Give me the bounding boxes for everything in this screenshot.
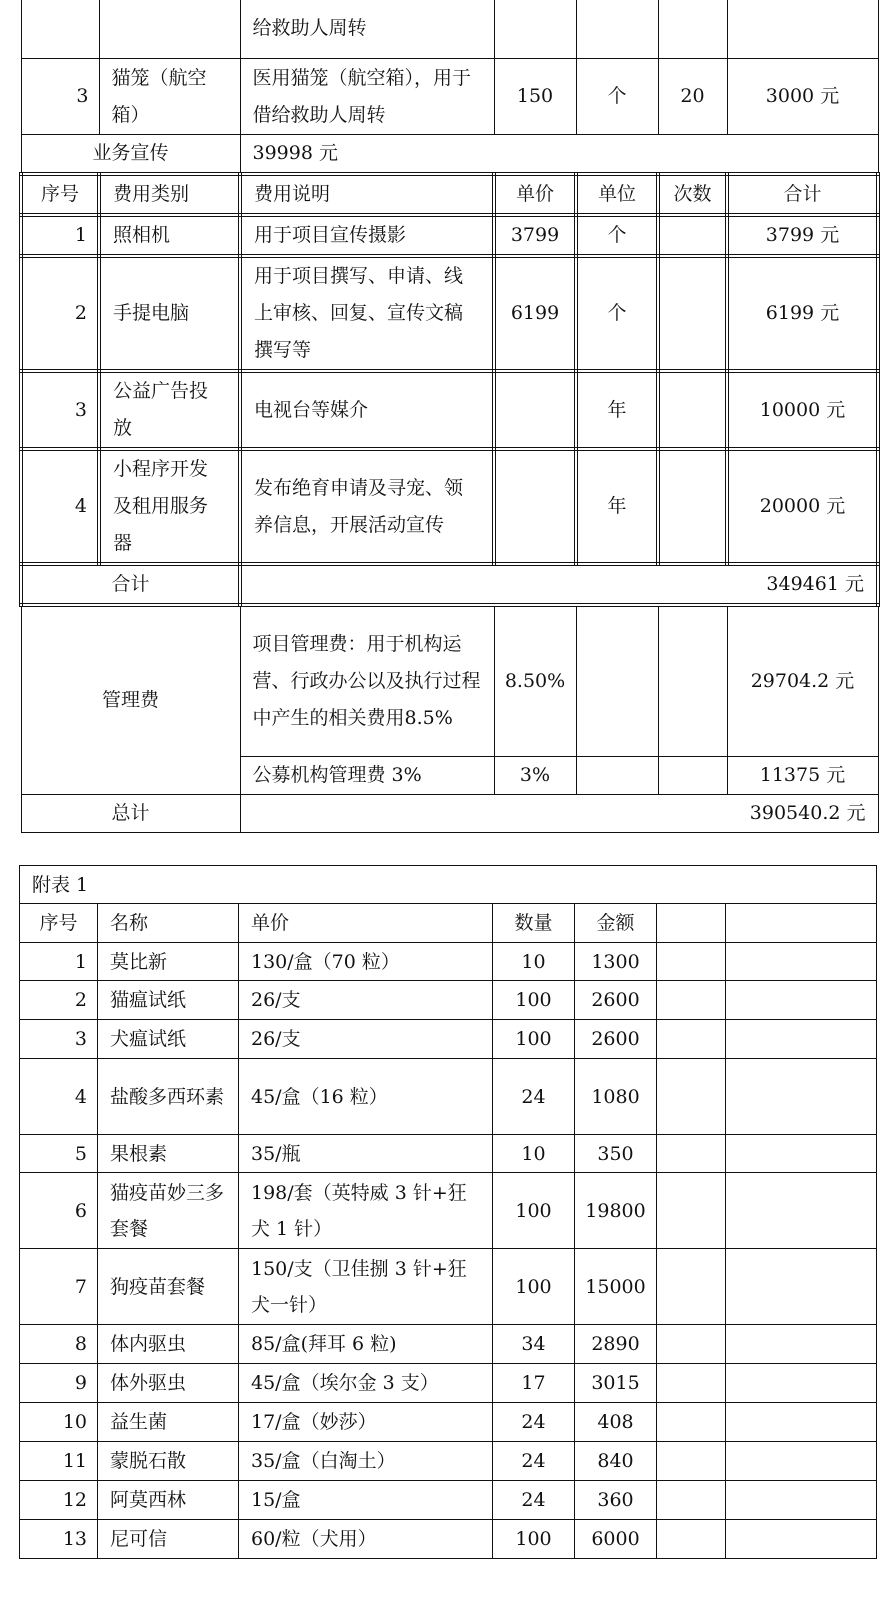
unit: 个	[576, 256, 658, 371]
empty-cell	[657, 1135, 726, 1173]
unit: 年	[576, 371, 658, 449]
expense-category: 公益广告投放	[99, 371, 240, 449]
expense-category: 手提电脑	[99, 256, 240, 371]
item-price: 150/支（卫佳捌 3 针+狂犬一针）	[239, 1249, 493, 1325]
grand-total-label: 总计	[21, 794, 240, 832]
row-no	[21, 0, 99, 59]
expense-description: 给救助人周转	[240, 0, 494, 59]
mgmt-description: 项目管理费：用于机构运营、行政办公以及执行过程中产生的相关费用8.5%	[240, 605, 494, 756]
header-cell: 费用类别	[99, 174, 240, 215]
item-price: 45/盒（16 粒）	[239, 1059, 493, 1135]
row-no: 1	[20, 943, 98, 981]
subtotal-amount: 349461 元	[240, 564, 878, 605]
unit-price: 6199	[494, 256, 576, 371]
row-total: 3000 元	[727, 59, 878, 135]
row-no: 3	[21, 59, 99, 135]
empty-cell	[657, 1325, 726, 1364]
unit-price: 3799	[494, 215, 576, 256]
times	[658, 0, 727, 59]
empty-cell	[726, 1249, 877, 1325]
times	[658, 256, 727, 371]
item-qty: 10	[493, 1135, 575, 1173]
header-cell: 单位	[576, 174, 658, 215]
unit-price	[494, 449, 576, 564]
item-amount: 3015	[575, 1364, 657, 1403]
mgmt-total: 11375 元	[727, 756, 878, 794]
row-no: 4	[21, 449, 99, 564]
expense-category: 猫笼（航空箱）	[99, 59, 240, 135]
empty-cell	[657, 981, 726, 1020]
unit: 个	[576, 59, 658, 135]
empty-cell	[726, 1059, 877, 1135]
subtotal-label: 合计	[21, 564, 240, 605]
empty-cell	[657, 1481, 726, 1520]
header-row	[20, 904, 877, 943]
header-cell: 次数	[658, 174, 727, 215]
expense-description: 用于项目宣传摄影	[240, 215, 494, 256]
times: 20	[658, 59, 727, 135]
item-name: 猫瘟试纸	[98, 981, 239, 1020]
appendix-title-row	[20, 866, 877, 904]
table-row	[20, 1364, 877, 1403]
row-total: 20000 元	[727, 449, 878, 564]
empty-cell	[657, 1403, 726, 1442]
empty-cell	[657, 1520, 726, 1559]
item-name: 体内驱虫	[98, 1325, 239, 1364]
row-no: 13	[20, 1520, 98, 1559]
item-qty: 24	[493, 1442, 575, 1481]
empty-cell	[726, 981, 877, 1020]
row-no: 3	[21, 371, 99, 449]
row-total: 6199 元	[727, 256, 878, 371]
expense-description: 用于项目撰写、申请、线上审核、回复、宣传文稿撰写等	[240, 256, 494, 371]
item-amount: 6000	[575, 1520, 657, 1559]
row-no: 9	[20, 1364, 98, 1403]
item-price: 17/盒（妙莎）	[239, 1403, 493, 1442]
item-name: 蒙脱石散	[98, 1442, 239, 1481]
item-amount: 840	[575, 1442, 657, 1481]
item-name: 猫疫苗妙三多套餐	[98, 1173, 239, 1249]
table-row	[20, 1059, 877, 1135]
table-row	[20, 981, 877, 1020]
table-row	[21, 371, 878, 449]
item-amount: 2600	[575, 1020, 657, 1059]
item-name: 盐酸多西环素	[98, 1059, 239, 1135]
item-name: 尼可信	[98, 1520, 239, 1559]
times	[658, 371, 727, 449]
mgmt-rate: 8.50%	[494, 605, 576, 756]
table-row	[21, 59, 878, 135]
item-amount: 19800	[575, 1173, 657, 1249]
mgmt-row	[21, 605, 878, 756]
item-amount: 2890	[575, 1325, 657, 1364]
empty-cell	[726, 1403, 877, 1442]
header-cell: 合计	[727, 174, 878, 215]
header-cell: 金额	[575, 904, 657, 943]
table-row	[20, 1173, 877, 1249]
grand-total-amount: 390540.2 元	[240, 794, 878, 832]
item-qty: 24	[493, 1481, 575, 1520]
item-price: 26/支	[239, 1020, 493, 1059]
table-row	[20, 1442, 877, 1481]
mgmt-rate: 3%	[494, 756, 576, 794]
section-amount: 39998 元	[240, 135, 878, 175]
empty-cell	[576, 605, 658, 756]
section-label: 业务宣传	[21, 135, 240, 175]
item-qty: 100	[493, 1020, 575, 1059]
item-amount: 350	[575, 1135, 657, 1173]
item-price: 130/盒（70 粒）	[239, 943, 493, 981]
header-cell: 单价	[239, 904, 493, 943]
empty-cell	[657, 1173, 726, 1249]
row-no: 7	[20, 1249, 98, 1325]
row-no: 4	[20, 1059, 98, 1135]
item-name: 狗疫苗套餐	[98, 1249, 239, 1325]
table-row	[21, 215, 878, 256]
item-price: 26/支	[239, 981, 493, 1020]
item-name: 犬瘟试纸	[98, 1020, 239, 1059]
section-row	[21, 135, 878, 175]
table-row	[20, 1403, 877, 1442]
unit-price	[494, 371, 576, 449]
expense-description: 电视台等媒介	[240, 371, 494, 449]
times	[658, 215, 727, 256]
item-qty: 24	[493, 1059, 575, 1135]
item-qty: 100	[493, 981, 575, 1020]
empty-cell	[658, 756, 727, 794]
empty-cell	[726, 1364, 877, 1403]
unit: 年	[576, 449, 658, 564]
grand-total-row	[21, 794, 878, 832]
header-cell: 数量	[493, 904, 575, 943]
item-price: 45/盒（埃尔金 3 支）	[239, 1364, 493, 1403]
table-row	[20, 943, 877, 981]
item-qty: 24	[493, 1403, 575, 1442]
appendix-table	[19, 865, 877, 1559]
table-row	[20, 1481, 877, 1520]
empty-cell	[657, 1442, 726, 1481]
item-amount: 15000	[575, 1249, 657, 1325]
mgmt-total: 29704.2 元	[727, 605, 878, 756]
empty-cell	[726, 1325, 877, 1364]
empty-cell	[726, 1442, 877, 1481]
item-qty: 100	[493, 1520, 575, 1559]
empty-cell	[657, 1059, 726, 1135]
unit	[576, 0, 658, 59]
times	[658, 449, 727, 564]
row-no: 2	[21, 256, 99, 371]
item-amount: 2600	[575, 981, 657, 1020]
expense-category	[99, 0, 240, 59]
appendix-body	[20, 943, 877, 1559]
item-qty: 10	[493, 943, 575, 981]
budget-table	[19, 0, 880, 833]
expense-category: 照相机	[99, 215, 240, 256]
item-name: 阿莫西林	[98, 1481, 239, 1520]
item-price: 35/瓶	[239, 1135, 493, 1173]
item-qty: 100	[493, 1249, 575, 1325]
table-row	[21, 256, 878, 371]
empty-cell	[726, 904, 877, 943]
table-row	[20, 1020, 877, 1059]
row-no: 10	[20, 1403, 98, 1442]
row-total: 10000 元	[727, 371, 878, 449]
item-name: 果根素	[98, 1135, 239, 1173]
unit: 个	[576, 215, 658, 256]
subtotal-row	[21, 564, 878, 605]
table-row	[21, 0, 878, 59]
empty-cell	[657, 1020, 726, 1059]
item-amount: 408	[575, 1403, 657, 1442]
item-qty: 34	[493, 1325, 575, 1364]
row-total: 3799 元	[727, 215, 878, 256]
item-price: 85/盒(拜耳 6 粒)	[239, 1325, 493, 1364]
row-no: 8	[20, 1325, 98, 1364]
row-no: 12	[20, 1481, 98, 1520]
row-no: 1	[21, 215, 99, 256]
mgmt-description: 公募机构管理费 3%	[240, 756, 494, 794]
empty-cell	[658, 605, 727, 756]
header-cell: 名称	[98, 904, 239, 943]
appendix-title: 附表 1	[20, 866, 877, 904]
item-qty: 100	[493, 1173, 575, 1249]
row-no: 3	[20, 1020, 98, 1059]
table-row	[20, 1135, 877, 1173]
empty-cell	[726, 1135, 877, 1173]
unit-price: 150	[494, 59, 576, 135]
unit-price	[494, 0, 576, 59]
table-row	[20, 1249, 877, 1325]
table-row	[20, 1520, 877, 1559]
empty-cell	[726, 1481, 877, 1520]
item-amount: 1300	[575, 943, 657, 981]
empty-cell	[657, 943, 726, 981]
item-amount: 1080	[575, 1059, 657, 1135]
expense-category: 小程序开发及租用服务器	[99, 449, 240, 564]
row-no: 5	[20, 1135, 98, 1173]
item-name: 莫比新	[98, 943, 239, 981]
table-row	[20, 1325, 877, 1364]
item-name: 益生菌	[98, 1403, 239, 1442]
row-no: 2	[20, 981, 98, 1020]
empty-cell	[657, 1249, 726, 1325]
header-row	[21, 174, 878, 215]
item-amount: 360	[575, 1481, 657, 1520]
row-no: 6	[20, 1173, 98, 1249]
empty-cell	[726, 943, 877, 981]
item-qty: 17	[493, 1364, 575, 1403]
item-price: 60/粒（犬用）	[239, 1520, 493, 1559]
header-cell: 单价	[494, 174, 576, 215]
expense-description: 发布绝育申请及寻宠、领养信息，开展活动宣传	[240, 449, 494, 564]
expense-description: 医用猫笼（航空箱），用于借给救助人周转	[240, 59, 494, 135]
item-price: 35/盒（白淘土）	[239, 1442, 493, 1481]
header-cell: 费用说明	[240, 174, 494, 215]
row-total	[727, 0, 878, 59]
empty-cell	[726, 1173, 877, 1249]
table-row	[21, 449, 878, 564]
empty-cell	[657, 1364, 726, 1403]
empty-cell	[726, 1520, 877, 1559]
empty-cell	[657, 904, 726, 943]
empty-cell	[726, 1020, 877, 1059]
item-name: 体外驱虫	[98, 1364, 239, 1403]
row-no: 11	[20, 1442, 98, 1481]
empty-cell	[576, 756, 658, 794]
header-cell: 序号	[20, 904, 98, 943]
item-price: 198/套（英特威 3 针+狂犬 1 针）	[239, 1173, 493, 1249]
item-price: 15/盒	[239, 1481, 493, 1520]
mgmt-label: 管理费	[21, 605, 240, 794]
header-cell: 序号	[21, 174, 99, 215]
